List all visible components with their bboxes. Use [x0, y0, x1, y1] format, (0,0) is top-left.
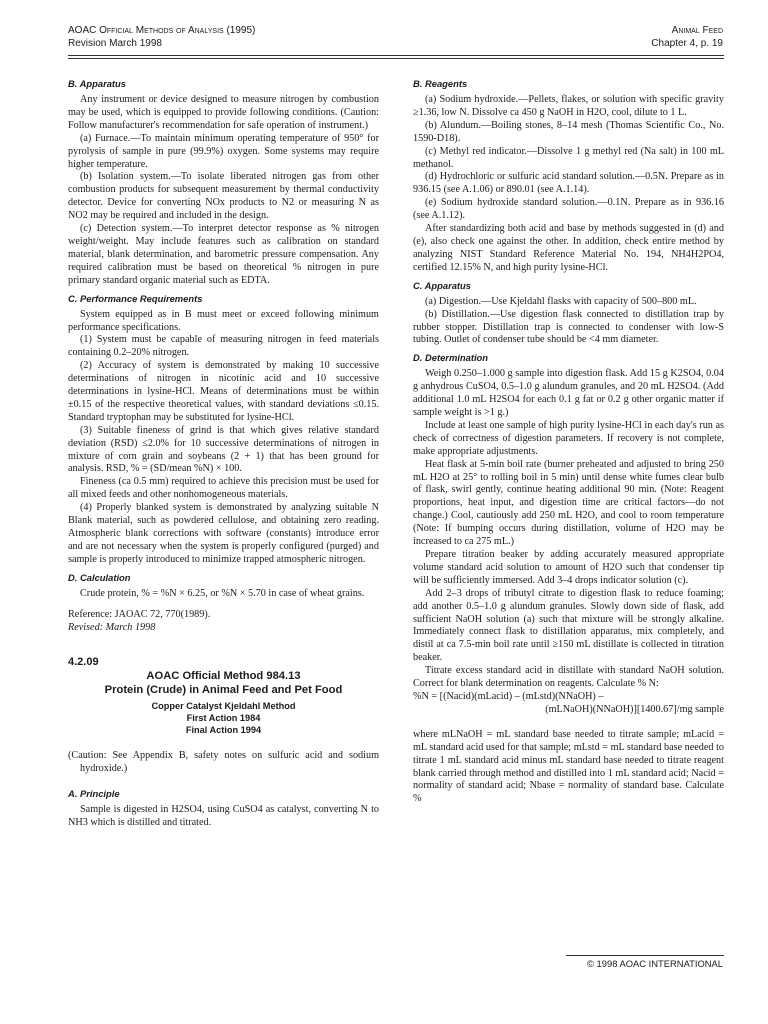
- paragraph: (3) Suitable fineness of grind is that which gives relative standard deviation (RSD) ≤2.0% for 10 successive determinations of nitrogen in mixture of corn grain and soybeans (2 + 1) that has been ground for analysis. RSD, % = (SD/mean %N) × 100.: [68, 424, 379, 475]
- footer-rule: [566, 955, 724, 956]
- left-column: [68, 78, 379, 830]
- paragraph: (c) Methyl red indicator.—Dissolve 1 g methyl red (Na salt) in 100 mL methanol.: [413, 145, 724, 170]
- chapter-page: Chapter 4, p. 19: [651, 38, 723, 49]
- method-subject: Protein (Crude) in Animal Feed and Pet Food: [104, 684, 343, 697]
- paragraph: (a) Sodium hydroxide.—Pellets, flakes, or solution with specific gravity ≥1.36, low N. Dissolve ca 450 g NaOH in H2O, cool, dilute to 1 L.: [413, 94, 724, 118]
- paragraph: (c) Detection system.—To interpret detector response as % nitrogen weight/weight. May include features such as calibration on standard material, blank determination, and barometric pressure compensation. Any required calibration must be based on theoretical % nitrogen in pure primary standard organic material such as EDTA.: [68, 223, 379, 286]
- method-subtitle: Copper Catalyst Kjeldahl Method: [151, 701, 296, 712]
- paragraph: (2) Accuracy of system is demonstrated by making 10 successive determinations of nitrogen in nicotinic acid and 10 successive determinations in lysine-HCl. Means of determinations must be within ±0.15 of the respective theoretical values, with standard deviations ≤0.15. Standard tryptophan may be substituted for lysine-HCl.: [68, 360, 379, 423]
- section-number: 4.2.09: [68, 656, 99, 669]
- paragraph: Prepare titration beaker by adding accurately measured appropriate volume standard acid solution to amount of H2O such that condenser tip will be sufficiently immersed. Add 3–4 drops indicator solution (c).: [413, 549, 724, 586]
- section-title: Animal Feed: [671, 25, 723, 36]
- final-action: Final Action 1994: [185, 725, 262, 736]
- page-header-left: [68, 24, 255, 50]
- paragraph: Any instrument or device designed to measure nitrogen by combustion may be used, which is equipped to provide following conditions. (Caution: Follow manufacturer's recommendation for safe operation of instrument.): [68, 94, 379, 131]
- heading-reagents: B. Reagents: [413, 78, 468, 89]
- paragraph: Heat flask at 5-min boil rate (burner preheated and adjusted to bring 250 mL H2O at 25° to rolling boil in 5 min) until dense white fumes clear bulb of flask, swirl gently, continue heating additional 90 min. (Note: Reagent proportions, heat input, and digestion time are critical factors—do not change.) Cool, cautiously add 250 mL H2O, and cool to room temperature (Note: If bumping occurs during distillation, volume of H2O may be increased to ca 275 mL.): [413, 458, 724, 548]
- revision-date: Revision March 1998: [68, 38, 162, 49]
- header-rule: [68, 55, 724, 56]
- paragraph: Crude protein, % = %N × 6.25, or %N × 5.70 in case of wheat grains.: [80, 587, 365, 599]
- heading-determination: D. Determination: [413, 352, 489, 364]
- heading-apparatus: B. Apparatus: [68, 78, 126, 89]
- publication-title: AOAC Official Methods of Analysis (1995): [68, 25, 256, 36]
- heading-principle: A. Principle: [68, 788, 120, 800]
- paragraph: After standardizing both acid and base by methods suggested in (d) and (e), also check one against the other. In addition, check entire method by analyzing NIST Standard Reference Material No. 194, NH4H2PO4, certified 12.15% N, and high purity lysine-HCl.: [413, 223, 724, 273]
- reference: Reference: JAOAC 72, 770(1989).: [68, 608, 211, 620]
- copyright-footer: © 1998 AOAC INTERNATIONAL: [587, 958, 723, 969]
- revised-note: Revised: March 1998: [68, 621, 156, 633]
- heading-performance-requirements: C. Performance Requirements: [68, 292, 203, 304]
- paragraph: Weigh 0.250–1.000 g sample into digestion flask. Add 15 g K2SO4, 0.04 g anhydrous CuSO4, 0.5–1.0 g alundum granules, and 20 mL H2SO4. (Add additional 1.0 mL H2SO4 for each 0.1 g fat or 0.2 g other organic matter if sample weight is >1 g.): [413, 368, 724, 419]
- paragraph: (b) Alundum.—Boiling stones, 8–14 mesh (Thomas Scientific Co., No. 1590-D18).: [413, 119, 724, 144]
- paragraph: (b) Isolation system.—To isolate liberated nitrogen gas from other combustion products for subsequent measurement by thermal conductivity detector. Device for converting NOx products to N2 or measuring N as NO2 may be required and included in the design.: [68, 171, 379, 222]
- caution-note: (Caution: See Appendix B, safety notes on sulfuric acid and sodium hydroxide.): [68, 750, 379, 775]
- heading-apparatus-c: C. Apparatus: [413, 279, 471, 291]
- header-rule-double: [68, 58, 724, 59]
- paragraph: (1) System must be capable of measuring nitrogen in feed materials containing 0.2–20% nitrogen.: [68, 334, 379, 359]
- paragraph: where mLNaOH = mL standard base needed to titrate sample; mLacid = mL standard acid used for that sample; mLstd = mL standard base needed to titrate 1 mL standard acid minus mL standard base needed to titrate reagent blank carried through method and distilled into 1 mL standard acid; Nacid = normality of standard acid; Nbase = normality of standard base. Calculate %: [413, 728, 724, 805]
- first-action: First Action 1984: [186, 713, 261, 724]
- paragraph: (b) Distillation.—Use digestion flask connected to distillation trap by rubber stopper. Distillation trap is connected to condenser with low-S tubing. Outlet of condenser tube should be <4 mm diameter.: [413, 308, 724, 346]
- paragraph: (d) Hydrochloric or sulfuric acid standard solution.—0.5N. Prepare as in 936.15 (see A.1.06) or 890.01 (see A.1.14).: [413, 171, 724, 196]
- method-title: AOAC Official Method 984.13: [146, 670, 301, 683]
- paragraph: (a) Furnace.—To maintain minimum operating temperature of 950° for pyrolysis of sample in pure (99.9%) oxygen. Some systems may require higher temperature.: [68, 132, 379, 170]
- paragraph: (4) Properly blanked system is demonstrated by analyzing suitable N Blank material, such as powdered cellulose, and obtaining zero reading. Atmospheric blank corrections with software (constants) introduce error and are not necessary when the system is properly configured (purged) and sample is properly introduced to minimize trapped atmospheric nitrogen.: [68, 502, 379, 565]
- formula-line1: %N = [(Nacid)(mLacid) – (mLstd)(NNaOH) –: [413, 690, 604, 702]
- right-column: [413, 78, 724, 806]
- paragraph: Sample is digested in H2SO4, using CuSO4 as catalyst, converting N to NH3 which is distilled and titrated.: [68, 804, 379, 829]
- paragraph: Fineness (ca 0.5 mm) required to achieve this precision must be used for all mixed feeds and other nonhomogeneous materials.: [68, 476, 379, 501]
- paragraph: (a) Digestion.—Use Kjeldahl flasks with capacity of 500–800 mL.: [425, 295, 697, 307]
- paragraph: Include at least one sample of high purity lysine-HCl in each day's run as check of correctness of digestion parameters. If recovery is not complete, make appropriate adjustments.: [413, 419, 724, 457]
- page-header-right: [651, 24, 723, 50]
- paragraph: Titrate excess standard acid in distillate with standard NaOH solution. Correct for blank determination on reagents. Calculate % N:: [413, 665, 724, 690]
- paragraph: System equipped as in B must meet or exceed following minimum performance specifications.: [68, 308, 379, 333]
- paragraph: (e) Sodium hydroxide standard solution.—0.1N. Prepare as in 936.16 (see A.1.12).: [413, 197, 724, 222]
- paragraph: Add 2–3 drops of tributyl citrate to digestion flask to reduce foaming; add another 0.5–1.0 g alundum granules. Slowly down side of flask, add sufficient NaOH solution (a) such that mixture will be strongly alkaline. Immediately connect flask to distillation apparatus, mix completely, and distil at ca 7.5-min boil rate until ≥150 mL distillate is collected in titration beaker.: [413, 587, 724, 664]
- formula-line2: (mLNaOH)(NNaOH)][1400.67]/mg sample: [545, 703, 724, 715]
- heading-calculation: D. Calculation: [68, 571, 131, 583]
